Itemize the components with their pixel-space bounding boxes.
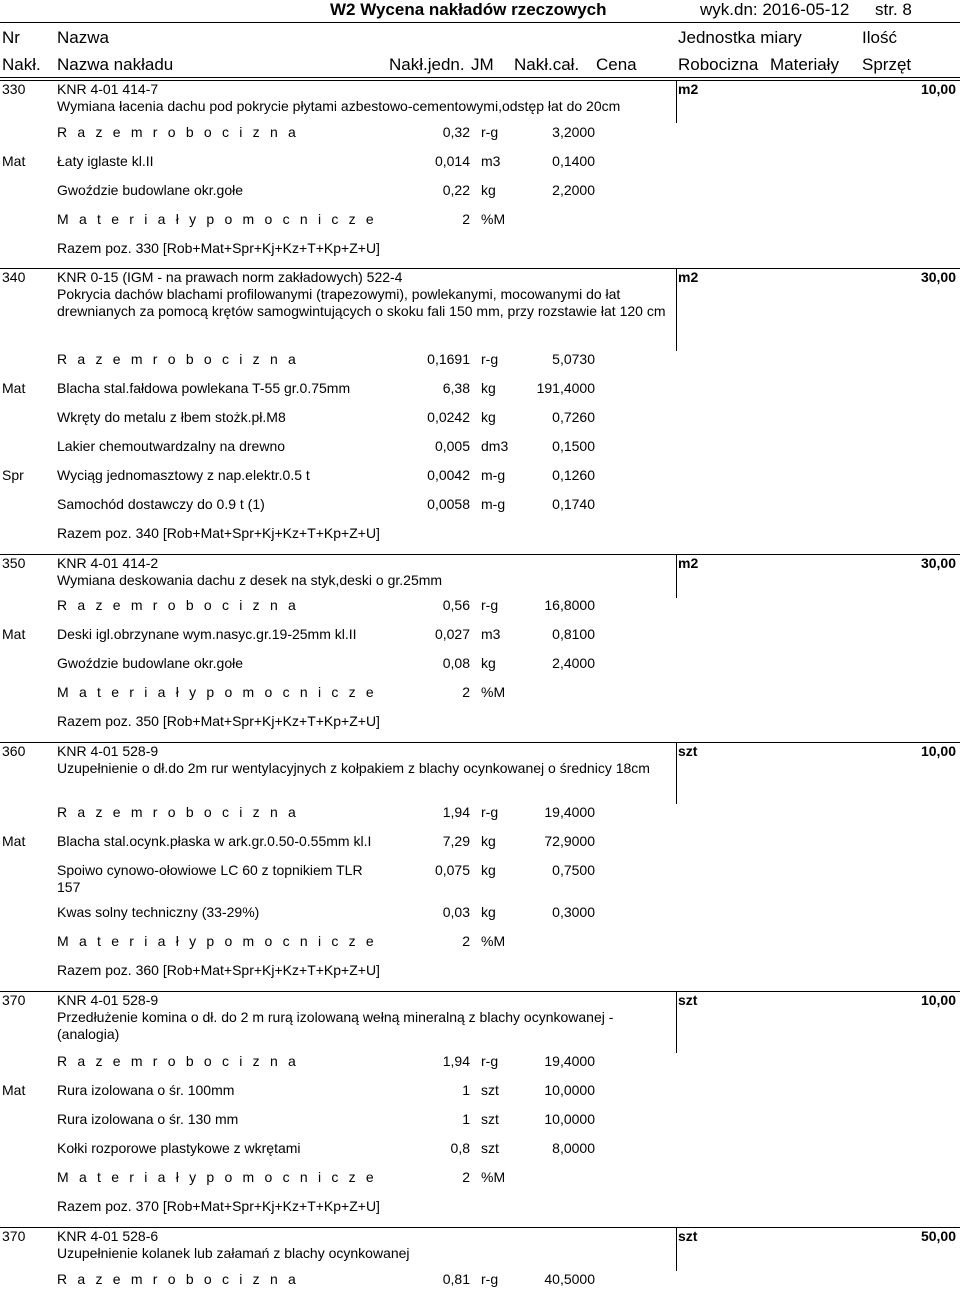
position-divider	[676, 268, 677, 351]
resource-total: 19,4000	[544, 1053, 595, 1069]
position-unit: m2	[678, 269, 699, 285]
position-number: 330	[2, 81, 26, 97]
resource-unit-norm: 2	[462, 684, 470, 700]
position-quantity: 10,00	[920, 992, 956, 1008]
header-rule-top	[0, 22, 960, 23]
execution-date: wyk.dn: 2016-05-12	[700, 0, 850, 19]
position-divider	[676, 80, 677, 123]
resource-jm: m3	[481, 153, 501, 169]
col-header-nakl-cal: Nakł.cał.	[514, 55, 580, 74]
resource-jm: kg	[481, 655, 496, 671]
resource-unit-norm: 2	[462, 1169, 470, 1185]
resource-total: 0,1400	[552, 153, 595, 169]
header-rule-bottom	[0, 77, 960, 78]
position-unit: m2	[678, 555, 699, 571]
position-quantity: 50,00	[920, 1228, 956, 1244]
resource-unit-norm: 0,014	[434, 153, 470, 169]
resource-name: Łaty iglaste kl.II	[57, 153, 154, 169]
resource-jm: kg	[481, 862, 496, 878]
position-description: Wymiana deskowania dachu z desek na styk,deski o gr.25mm	[57, 572, 443, 588]
resource-unit-norm: 0,005	[434, 438, 470, 454]
resource-jm: %M	[481, 211, 506, 227]
col-header-nakl: Nakł.	[2, 55, 41, 74]
resource-type: Mat	[2, 380, 26, 396]
col-header-jm: JM	[471, 55, 494, 74]
resource-total: 10,0000	[544, 1111, 595, 1127]
resource-name: Rura izolowana o śr. 100mm	[57, 1082, 235, 1098]
resource-total: 0,8100	[552, 626, 595, 642]
resource-name: M a t e r i a ł y p o m o c n i c z e	[57, 684, 377, 700]
position-unit: szt	[678, 1228, 698, 1244]
resource-jm: kg	[481, 182, 496, 198]
resource-name: Blacha stal.fałdowa powlekana T-55 gr.0.75mm	[57, 380, 351, 396]
resource-jm: szt	[481, 1111, 499, 1127]
position-quantity: 10,00	[920, 81, 956, 97]
resource-name: Rura izolowana o śr. 130 mm	[57, 1111, 239, 1127]
position-number: 360	[2, 743, 26, 759]
resource-name: Spoiwo cynowo-ołowiowe LC 60 z topnikiem TLR 157	[57, 862, 363, 895]
resource-jm: szt	[481, 1082, 499, 1098]
resource-jm: r-g	[481, 124, 499, 140]
resource-unit-norm: 0,1691	[427, 351, 470, 367]
resource-total: 40,5000	[544, 1271, 595, 1287]
resource-total: 0,1500	[552, 438, 595, 454]
resource-unit-norm: 0,0042	[427, 467, 470, 483]
position-code: KNR 4-01 414-7	[57, 81, 159, 97]
resource-jm: %M	[481, 684, 506, 700]
resource-unit-norm: 0,03	[442, 904, 470, 920]
resource-name: Gwoździe budowlane okr.gołe	[57, 655, 244, 671]
resource-name: R a z e m r o b o c i z n a	[57, 1053, 300, 1069]
resource-total: 0,3000	[552, 904, 595, 920]
resource-name: R a z e m r o b o c i z n a	[57, 804, 300, 820]
col-header-nr: Nr	[2, 28, 20, 47]
resource-name: M a t e r i a ł y p o m o c n i c z e	[57, 211, 377, 227]
col-header-jednostka: Jednostka miary	[678, 28, 802, 47]
resource-total: 2,2000	[552, 182, 595, 198]
resource-unit-norm: 7,29	[442, 833, 470, 849]
position-code: KNR 4-01 528-6	[57, 1228, 159, 1244]
resource-total: 72,9000	[544, 833, 595, 849]
col-header-nakl-jedn: Nakł.jedn.	[389, 55, 465, 74]
position-number: 370	[2, 992, 26, 1008]
resource-total: 0,7500	[552, 862, 595, 878]
resource-name: Gwoździe budowlane okr.gołe	[57, 182, 244, 198]
resource-jm: kg	[481, 409, 496, 425]
resource-total: 191,4000	[536, 380, 595, 396]
col-header-robocizna: Robocizna	[678, 55, 759, 74]
resource-total: 8,0000	[552, 1140, 595, 1156]
resource-unit-norm: 0,027	[434, 626, 470, 642]
resource-unit-norm: 6,38	[442, 380, 470, 396]
resource-total: 10,0000	[544, 1082, 595, 1098]
position-summary: Razem poz. 360 [Rob+Mat+Spr+Kj+Kz+T+Kp+Z+U]	[57, 962, 380, 978]
position-quantity: 30,00	[920, 269, 956, 285]
position-code: KNR 4-01 414-2	[57, 555, 159, 571]
resource-name: Samochód dostawczy do 0.9 t (1)	[57, 496, 265, 512]
position-description: Uzupełnienie o dł.do 2m rur wentylacyjnych z kołpakiem z blachy ocynkowanej o średnicy 18cm	[57, 760, 650, 776]
position-description: Wymiana łacenia dachu pod pokrycie płytami azbestowo-cementowymi,odstęp łat do 20cm	[57, 98, 621, 114]
resource-name: Wkręty do metalu z łbem stożk.pł.M8	[57, 409, 286, 425]
resource-name: M a t e r i a ł y p o m o c n i c z e	[57, 1169, 377, 1185]
position-code: KNR 0-15 (IGM - na prawach norm zakładowych) 522-4	[57, 269, 403, 285]
position-quantity: 30,00	[920, 555, 956, 571]
position-divider	[676, 554, 677, 598]
position-quantity: 10,00	[920, 743, 956, 759]
resource-jm: m-g	[481, 496, 506, 512]
position-number: 370	[2, 1228, 26, 1244]
resource-type: Mat	[2, 833, 26, 849]
resource-total: 2,4000	[552, 655, 595, 671]
col-header-nazwa-nakladu: Nazwa nakładu	[57, 55, 174, 74]
resource-jm: r-g	[481, 804, 499, 820]
position-number: 340	[2, 269, 26, 285]
position-summary: Razem poz. 330 [Rob+Mat+Spr+Kj+Kz+T+Kp+Z+U]	[57, 240, 380, 256]
resource-type: Mat	[2, 626, 26, 642]
position-code: KNR 4-01 528-9	[57, 992, 159, 1008]
resource-total: 3,2000	[552, 124, 595, 140]
position-summary: Razem poz. 370 [Rob+Mat+Spr+Kj+Kz+T+Kp+Z+U]	[57, 1198, 380, 1214]
resource-jm: r-g	[481, 351, 499, 367]
resource-total: 0,1260	[552, 467, 595, 483]
resource-unit-norm: 0,08	[442, 655, 470, 671]
resource-jm: kg	[481, 904, 496, 920]
resource-name: Blacha stal.ocynk.płaska w ark.gr.0.50-0.55mm kl.I	[57, 833, 372, 849]
resource-total: 16,8000	[544, 597, 595, 613]
resource-total: 5,0730	[552, 351, 595, 367]
resource-unit-norm: 1	[462, 1111, 470, 1127]
resource-jm: r-g	[481, 597, 499, 613]
position-description: Uzupełnienie kolanek lub załamań z blachy ocynkowanej	[57, 1245, 410, 1261]
page-number: str. 8	[875, 0, 912, 19]
resource-unit-norm: 0,8	[450, 1140, 470, 1156]
position-summary: Razem poz. 350 [Rob+Mat+Spr+Kj+Kz+T+Kp+Z+U]	[57, 713, 380, 729]
resource-unit-norm: 1	[462, 1082, 470, 1098]
position-unit: szt	[678, 992, 698, 1008]
resource-unit-norm: 1,94	[442, 804, 470, 820]
resource-name: R a z e m r o b o c i z n a	[57, 597, 300, 613]
resource-jm: %M	[481, 1169, 506, 1185]
resource-unit-norm: 0,81	[442, 1271, 470, 1287]
resource-type: Mat	[2, 153, 26, 169]
resource-name: R a z e m r o b o c i z n a	[57, 351, 300, 367]
col-header-ilosc: Ilość	[862, 28, 897, 47]
position-description: Pokrycia dachów blachami profilowanymi (trapezowymi), powlekanymi, mocowanymi do łat drewnianych za pomocą krętów samogwintujących o skoku fali 150 mm, przy rozstawie łat 120 cm	[57, 286, 666, 319]
resource-jm: r-g	[481, 1053, 499, 1069]
resource-unit-norm: 0,075	[434, 862, 470, 878]
position-divider	[676, 1227, 677, 1271]
resource-total: 0,1740	[552, 496, 595, 512]
resource-name: Wyciąg jednomasztowy z nap.elektr.0.5 t	[57, 467, 310, 483]
col-header-cena: Cena	[596, 55, 637, 74]
resource-jm: m3	[481, 626, 501, 642]
resource-jm: %M	[481, 933, 506, 949]
resource-name: Kwas solny techniczny (33-29%)	[57, 904, 260, 920]
resource-total: 0,7260	[552, 409, 595, 425]
resource-jm: r-g	[481, 1271, 499, 1287]
resource-jm: szt	[481, 1140, 499, 1156]
resource-type: Spr	[2, 467, 24, 483]
position-code: KNR 4-01 528-9	[57, 743, 159, 759]
resource-name: Lakier chemoutwardzalny na drewno	[57, 438, 286, 454]
col-header-materialy: Materiały	[770, 55, 839, 74]
position-unit: m2	[678, 81, 699, 97]
resource-total: 19,4000	[544, 804, 595, 820]
resource-jm: m-g	[481, 467, 506, 483]
resource-jm: kg	[481, 833, 496, 849]
resource-jm: dm3	[481, 438, 509, 454]
position-divider	[676, 742, 677, 804]
resource-unit-norm: 2	[462, 933, 470, 949]
resource-unit-norm: 0,0058	[427, 496, 470, 512]
resource-name: R a z e m r o b o c i z n a	[57, 124, 300, 140]
resource-unit-norm: 2	[462, 211, 470, 227]
resource-name: M a t e r i a ł y p o m o c n i c z e	[57, 933, 377, 949]
resource-name: Deski igl.obrzynane wym.nasyc.gr.19-25mm kl.II	[57, 626, 357, 642]
resource-jm: kg	[481, 380, 496, 396]
resource-unit-norm: 0,56	[442, 597, 470, 613]
report-title: W2 Wycena nakładów rzeczowych	[330, 0, 607, 19]
col-header-sprzet: Sprzęt	[862, 55, 912, 74]
resource-name: Kołki rozporowe plastykowe z wkrętami	[57, 1140, 301, 1156]
resource-type: Mat	[2, 1082, 26, 1098]
col-header-nazwa: Nazwa	[57, 28, 109, 47]
resource-unit-norm: 1,94	[442, 1053, 470, 1069]
position-description: Przedłużenie komina o dł. do 2 m rurą izolowaną wełną mineralną z blachy ocynkowanej - (analogia)	[57, 1009, 614, 1042]
position-number: 350	[2, 555, 26, 571]
resource-unit-norm: 0,32	[442, 124, 470, 140]
resource-name: R a z e m r o b o c i z n a	[57, 1271, 300, 1287]
position-summary: Razem poz. 340 [Rob+Mat+Spr+Kj+Kz+T+Kp+Z+U]	[57, 525, 380, 541]
position-unit: szt	[678, 743, 698, 759]
resource-unit-norm: 0,22	[442, 182, 470, 198]
resource-unit-norm: 0,0242	[427, 409, 470, 425]
position-divider	[676, 991, 677, 1053]
